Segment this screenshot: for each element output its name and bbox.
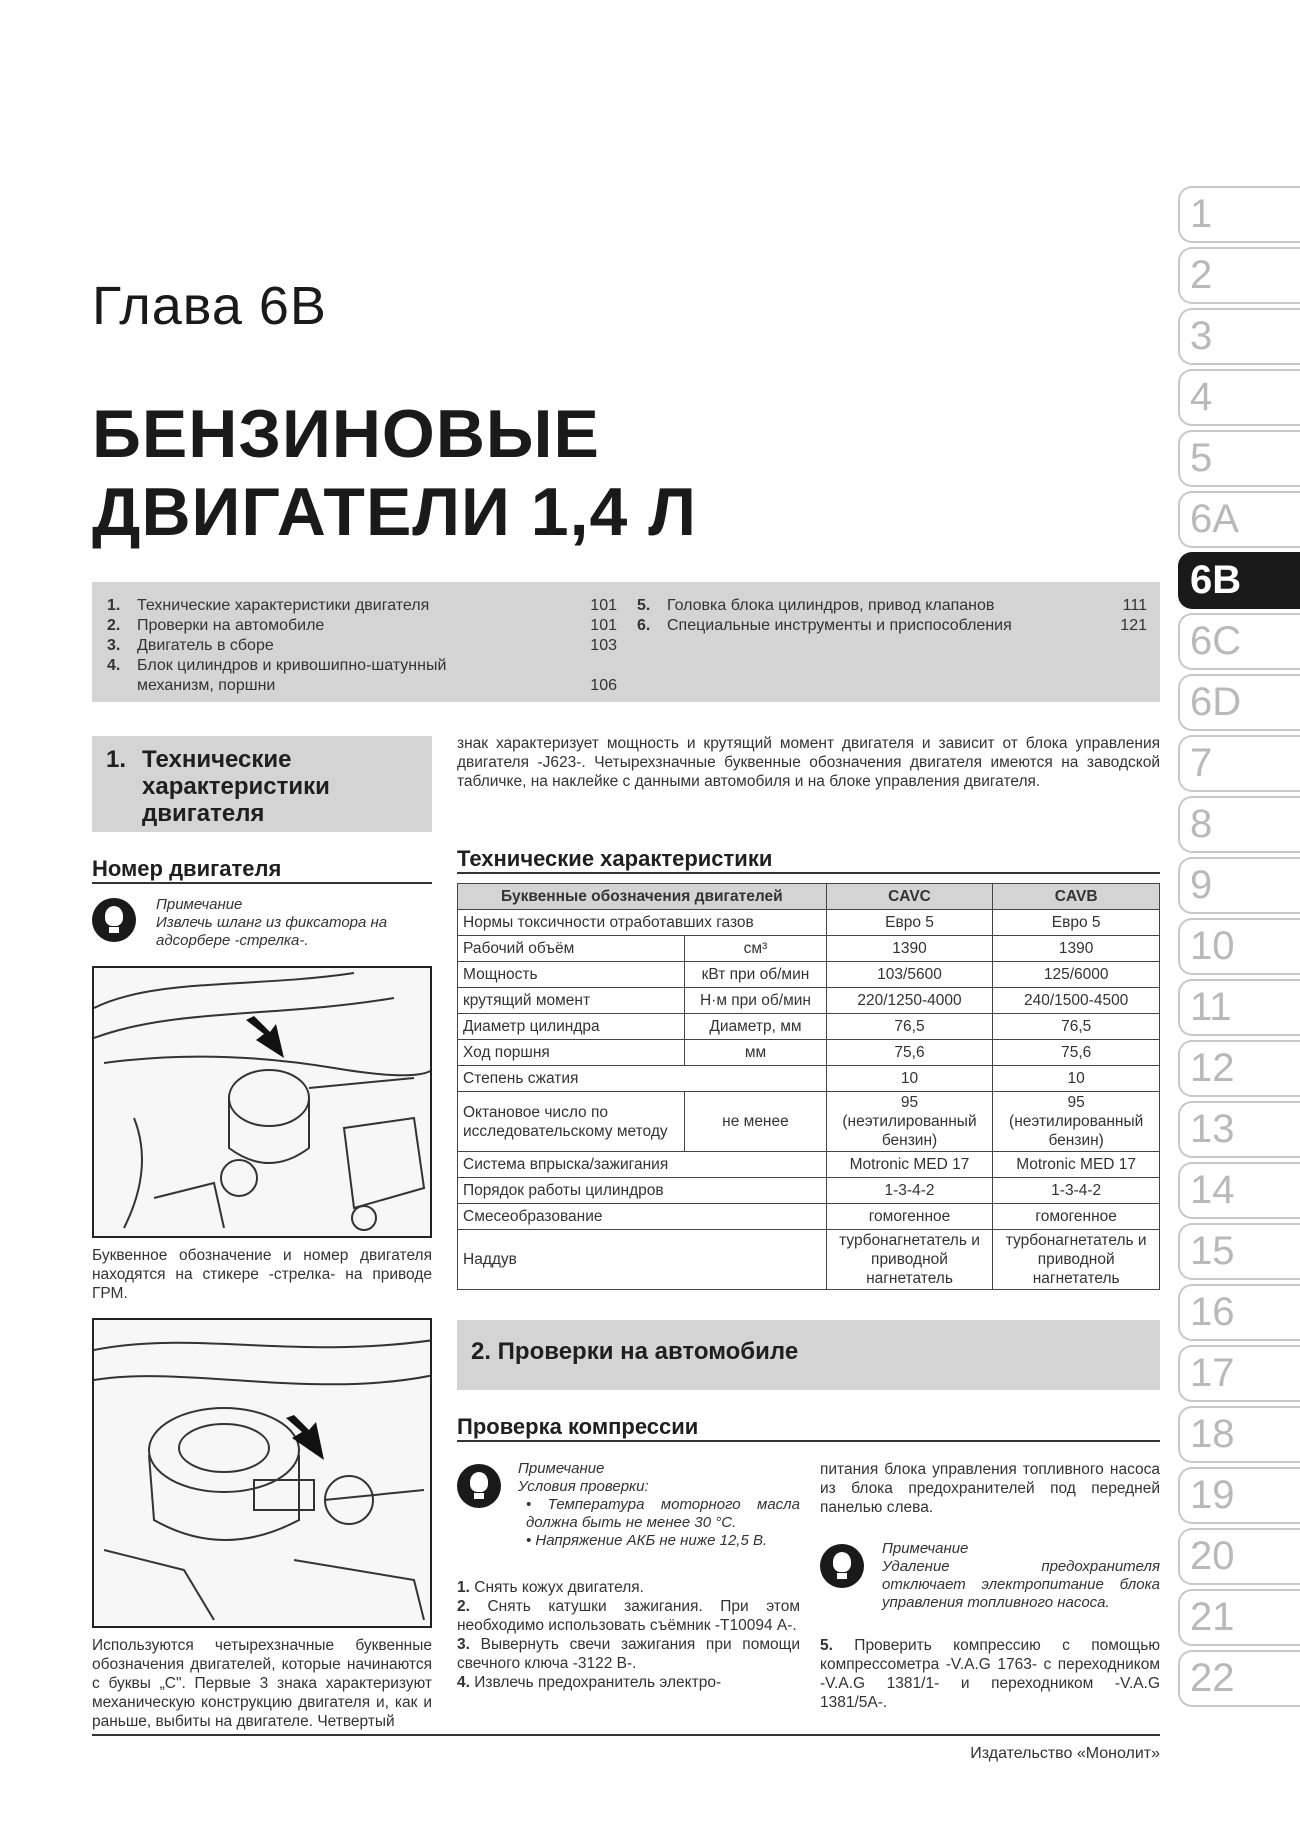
tab-chapter[interactable]: 20	[1178, 1528, 1300, 1585]
toc-item[interactable]: 3. Двигатель в сборе 103	[107, 637, 617, 654]
toc-box	[92, 582, 1160, 702]
table-header: Буквенные обозначения двигателей	[458, 884, 827, 910]
table-row: Нормы токсичности отработавших газов Евро 5 Евро 5	[458, 910, 1160, 936]
table-row: Система впрыска/зажигания Motronic MED 17 Motronic MED 17	[458, 1152, 1160, 1178]
publisher-footer: Издательство «Монолит»	[970, 1745, 1160, 1762]
arrow-icon	[286, 1415, 324, 1460]
tab-chapter[interactable]: 5	[1178, 430, 1300, 487]
tab-chapter[interactable]: 12	[1178, 1040, 1300, 1097]
specs-table	[457, 883, 1160, 1290]
table-header: CAVC	[826, 884, 993, 910]
section2-title: 2. Проверки на автомобиле	[471, 1338, 799, 1365]
note-icon	[820, 1544, 864, 1588]
toc-left	[107, 596, 617, 696]
engine-caption: Буквенное обозначение и номер двигателя находятся на стикере -стрелка- на приводе ГРМ.	[92, 1247, 432, 1302]
table-row: Порядок работы цилиндров 1-3-4-2 1-3-4-2	[458, 1178, 1160, 1204]
tab-chapter[interactable]: 7	[1178, 735, 1300, 792]
engine-code-paragraph: Используются четырехзначные буквенные обозначения двигателей, которые начинаются с буквы „С". Первые 3 знака характеризуют механическую конструкцию двигателя и, как и раньше, выбиты на двигателе. Четвертый	[92, 1637, 432, 1730]
engine-drawing-1	[94, 968, 432, 1238]
list-item: 3. Вывернуть свечи зажигания при помощи свечного ключа -3122 В-.	[457, 1636, 801, 1672]
fuse-note: Примечание Удаление предохранителя отключает электропитание блока управления топливного насоса.	[882, 1540, 1160, 1611]
tab-chapter[interactable]: 3	[1178, 308, 1300, 365]
table-row: Мощность кВт при об/мин 103/5600 125/6000	[458, 962, 1160, 988]
tab-chapter[interactable]: 19	[1178, 1467, 1300, 1524]
chapter-tabs	[1178, 186, 1300, 1711]
tab-chapter[interactable]: 6A	[1178, 491, 1300, 548]
table-row: Октановое число по исследовательскому методу не менее 95 (неэтилированный бензин) 95 (неэтилированный бензин)	[458, 1092, 1160, 1152]
table-row: Наддув турбонагнетатель и приводной нагнетатель турбонагнетатель и приводной нагнетатель	[458, 1230, 1160, 1290]
table-header: CAVB	[993, 884, 1160, 910]
tab-chapter[interactable]: 22	[1178, 1650, 1300, 1707]
table-row: Диаметр цилиндра Диаметр, мм 76,5 76,5	[458, 1014, 1160, 1040]
step5-paragraph: 5. Проверить компрессию с помощью компрессометра -V.A.G 1763- с переходником -V.A.G 1381/1- и переходником -V.A.G 1381/5А-.	[820, 1637, 1161, 1711]
engine-figure-sticker	[92, 1318, 432, 1628]
chapter-title-line2: ДВИГАТЕЛИ 1,4 Л	[92, 474, 697, 550]
tab-chapter[interactable]: 14	[1178, 1162, 1300, 1219]
toc-item[interactable]: 1. Технические характеристики двигателя 101	[107, 597, 617, 614]
list-item: 2. Снять катушки зажигания. При этом необходимо использовать съёмник -Т10094 А-.	[457, 1598, 800, 1634]
intro-paragraph: знак характеризует мощность и крутящий момент двигателя и зависит от блока управления двигателя -J623-. Четырехзначные буквенные обозначения двигателя имеются на заводской табличке, на наклейке с данными автомобиля и на блоке управления двигателя.	[457, 735, 1160, 790]
specs-heading: Технические характеристики	[457, 846, 1160, 874]
toc-item[interactable]: 4. Блок цилиндров и кривошипно-шатунный	[107, 657, 447, 674]
toc-item[interactable]: 2. Проверки на автомобиле 101	[107, 617, 617, 634]
tab-chapter[interactable]: 2	[1178, 247, 1300, 304]
engine-note: Примечание Извлечь шланг из фиксатора на адсорбере -стрелка-.	[156, 896, 388, 949]
tab-chapter[interactable]: 13	[1178, 1101, 1300, 1158]
tab-chapter[interactable]: 8	[1178, 796, 1300, 853]
tab-chapter[interactable]: 15	[1178, 1223, 1300, 1280]
engine-drawing-2	[94, 1320, 432, 1628]
compression-heading: Проверка компрессии	[457, 1414, 1160, 1442]
toc-item[interactable]: 5. Головка блока цилиндров, привод клапанов 111	[637, 597, 1147, 614]
toc-item[interactable]: 6. Специальные инструменты и приспособления 121	[637, 617, 1147, 634]
table-row: Рабочий объём см³ 1390 1390	[458, 936, 1160, 962]
fuse-paragraph: питания блока управления топливного насоса из блока предохранителей под передней панелью слева.	[820, 1461, 1160, 1516]
section1-title: Технические характеристики двигателя	[142, 746, 330, 827]
footer-divider	[92, 1734, 1160, 1736]
tab-chapter[interactable]: 10	[1178, 918, 1300, 975]
compression-steps	[457, 1578, 800, 1692]
note-icon	[92, 898, 136, 942]
table-row: Степень сжатия 10 10	[458, 1066, 1160, 1092]
list-item: 1. Снять кожух двигателя.	[457, 1579, 644, 1596]
tab-chapter[interactable]: 9	[1178, 857, 1300, 914]
tab-chapter[interactable]: 11	[1178, 979, 1300, 1036]
chapter-label: Глава 6В	[92, 276, 327, 336]
table-header-row	[458, 884, 1160, 910]
tab-chapter[interactable]: 6C	[1178, 613, 1300, 670]
chapter-title	[92, 395, 697, 551]
toc-right	[637, 596, 1147, 636]
tab-chapter[interactable]: 1	[1178, 186, 1300, 243]
note-icon	[457, 1464, 501, 1508]
list-item: 4. Извлечь предохранитель электро-	[457, 1674, 722, 1691]
tab-chapter[interactable]: 18	[1178, 1406, 1300, 1463]
arrow-icon	[246, 1016, 284, 1058]
table-row: Смесеобразование гомогенное гомогенное	[458, 1204, 1160, 1230]
section1-num: 1.	[106, 746, 127, 773]
section1-box	[92, 736, 432, 832]
compression-note: Примечание Условия проверки: • Температура моторного масла должна быть не менее 30 °С. • Напряжение АКБ не ниже 12,5 В.	[518, 1460, 800, 1549]
tab-chapter[interactable]: 21	[1178, 1589, 1300, 1646]
tab-chapter[interactable]: 4	[1178, 369, 1300, 426]
toc-item-continuation: механизм, поршни 106	[137, 677, 617, 694]
tab-chapter[interactable]: 16	[1178, 1284, 1300, 1341]
tab-chapter[interactable]: 6D	[1178, 674, 1300, 731]
table-row: Ход поршня мм 75,6 75,6	[458, 1040, 1160, 1066]
engine-number-heading: Номер двигателя	[92, 856, 432, 884]
tab-chapter[interactable]: 17	[1178, 1345, 1300, 1402]
tab-chapter-active[interactable]: 6B	[1178, 552, 1300, 609]
engine-figure-adsorber	[92, 966, 432, 1238]
chapter-title-line1: БЕНЗИНОВЫЕ	[92, 396, 600, 472]
section2-box	[457, 1320, 1160, 1390]
table-row: крутящий момент Н·м при об/мин 220/1250-4000 240/1500-4500	[458, 988, 1160, 1014]
